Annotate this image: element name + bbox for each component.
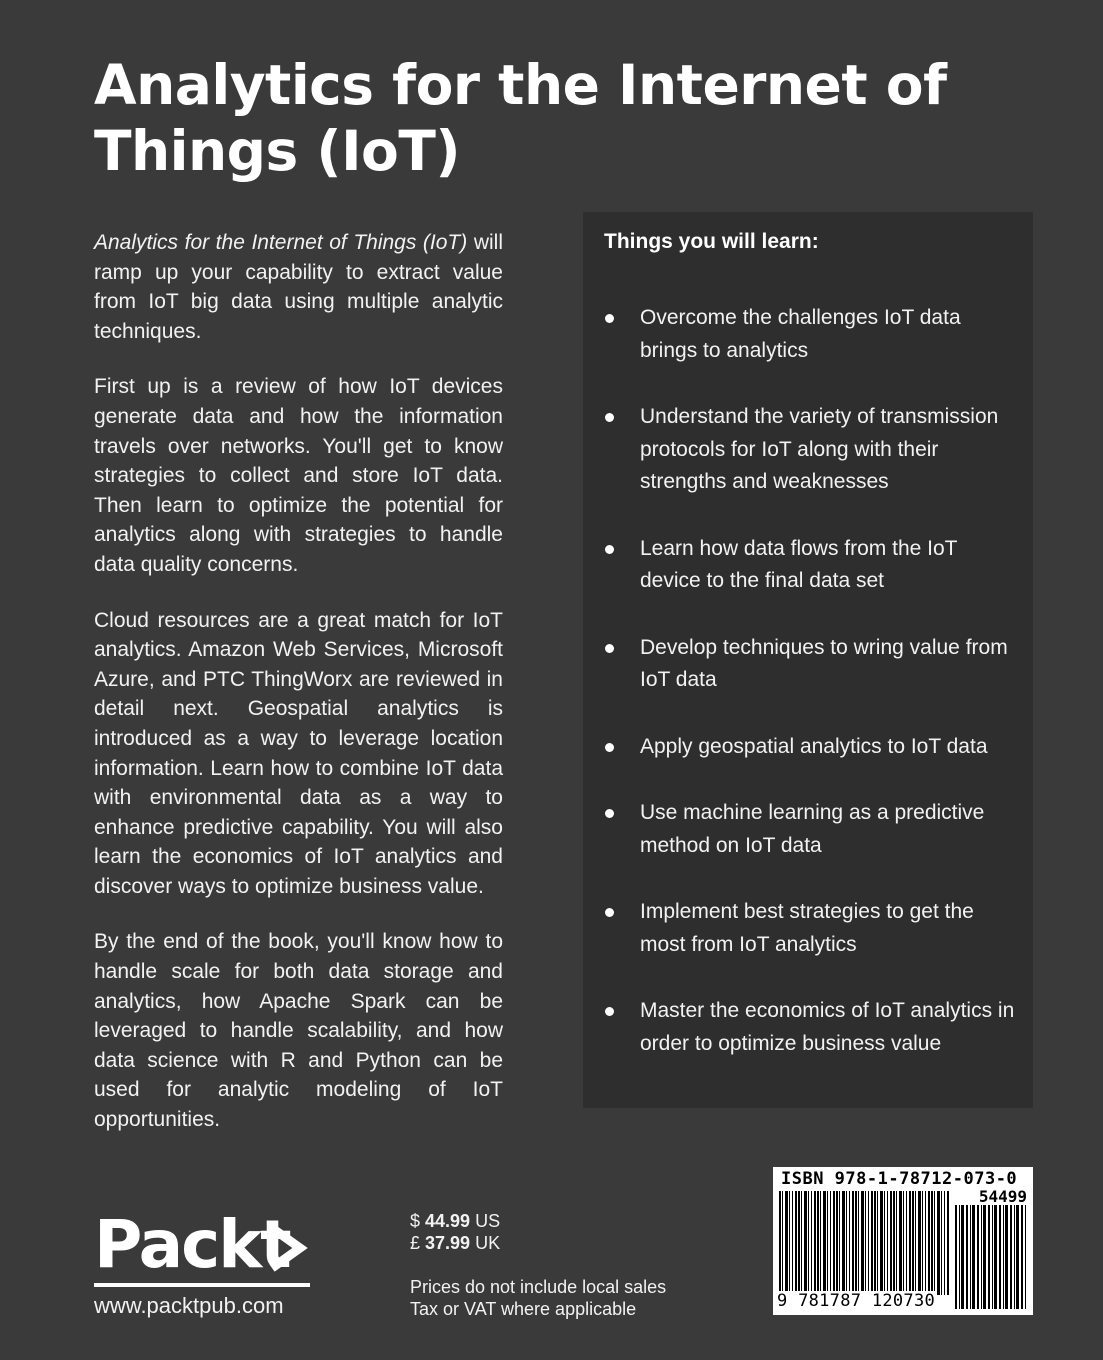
- learn-list: [583, 302, 1020, 1094]
- learn-item: [583, 731, 1020, 764]
- usd-symbol: $: [410, 1211, 426, 1231]
- price-gbp: [410, 1232, 500, 1254]
- bullet-icon: [605, 743, 614, 752]
- bullet-icon: [605, 545, 614, 554]
- learn-item: [583, 896, 1020, 961]
- isbn-barcode: [773, 1167, 1033, 1315]
- learn-item-text: Develop techniques to wring value from IoT data: [640, 635, 1008, 691]
- learn-item: [583, 797, 1020, 862]
- description-title-italic: Analytics for the Internet of Things (IoT): [94, 231, 468, 254]
- price-block: [410, 1210, 500, 1254]
- price-addon-bars: [955, 1205, 1027, 1309]
- learn-item-text: Understand the variety of transmission protocols for IoT along with their strengths and weaknesses: [640, 405, 999, 493]
- learn-item: [583, 533, 1020, 598]
- learn-item-text: Learn how data flows from the IoT device to the final data set: [640, 536, 958, 592]
- barcode-bars: [779, 1191, 949, 1295]
- publisher-website: www.packtpub.com: [94, 1293, 284, 1318]
- price-note-line-1: Prices do not include local sales: [410, 1277, 667, 1297]
- learn-item-text: Apply geospatial analytics to IoT data: [640, 734, 988, 758]
- price-usd: [410, 1210, 500, 1232]
- price-note-line-2: Tax or VAT where applicable: [410, 1299, 637, 1319]
- learn-item-text: Implement best strategies to get the most from IoT analytics: [640, 900, 974, 956]
- usd-amount: 44.99: [425, 1211, 471, 1231]
- logo-underline: [94, 1283, 310, 1287]
- chevron-right-icon: [264, 1220, 310, 1276]
- description-paragraph-1: [94, 228, 503, 346]
- gbp-symbol: £: [410, 1233, 426, 1253]
- price-note: [410, 1276, 666, 1320]
- bullet-icon: [605, 908, 614, 917]
- book-title: Analytics for the Internet of Things (IoT): [94, 53, 947, 183]
- things-you-will-learn-box: [583, 212, 1033, 1108]
- learn-item: [583, 401, 1020, 499]
- learn-heading: Things you will learn:: [604, 230, 819, 253]
- learn-item: [583, 995, 1020, 1060]
- price-code: 54499: [978, 1187, 1027, 1206]
- usd-label: US: [470, 1211, 501, 1231]
- bullet-icon: [605, 314, 614, 323]
- learn-item-text: Master the economics of IoT analytics in order to optimize business value: [640, 999, 1015, 1055]
- bullet-icon: [605, 644, 614, 653]
- description-p1-text: will ramp up your capability to extract value from IoT big data using multiple analytic techniques.: [94, 231, 504, 343]
- book-description: [94, 228, 503, 1161]
- gbp-amount: 37.99: [425, 1233, 471, 1253]
- learn-item-text: Overcome the challenges IoT data brings to analytics: [640, 306, 961, 362]
- learn-item: [583, 302, 1020, 367]
- isbn-label: ISBN 978-1-78712-073-0: [781, 1169, 1018, 1189]
- learn-item-text: Use machine learning as a predictive method on IoT data: [640, 801, 985, 857]
- bullet-icon: [605, 809, 614, 818]
- description-paragraph-4: By the end of the book, you'll know how to handle scale for both data storage and analytics, how Apache Spark can be leveraged to handle scalability, and how data science with R and Python can be used for analytic modeling of IoT opportunities.: [94, 930, 503, 1132]
- gbp-label: UK: [470, 1233, 501, 1253]
- bullet-icon: [605, 1007, 614, 1016]
- ean-digits: 9 781787 120730: [777, 1291, 936, 1311]
- packt-logo: [94, 1206, 314, 1290]
- learn-item: [583, 632, 1020, 697]
- bullet-icon: [605, 413, 614, 422]
- description-paragraph-2: First up is a review of how IoT devices generate data and how the information travels over networks. You'll get to know strategies to collect and store IoT data. Then learn to optimize the potential for analytics along with strategies to handle data quality concerns.: [94, 375, 503, 576]
- description-paragraph-3: Cloud resources are a great match for IoT analytics. Amazon Web Services, Microsoft Azure, and PTC ThingWorx are reviewed in detail next. Geospatial analytics is introduced as a way to leverage location information. Learn how to combine IoT data with environmental data as a way to enhance predictive capability. You will also learn the economics of IoT analytics and discover ways to optimize business value.: [94, 608, 503, 898]
- logo-wordmark: Packt: [94, 1206, 290, 1283]
